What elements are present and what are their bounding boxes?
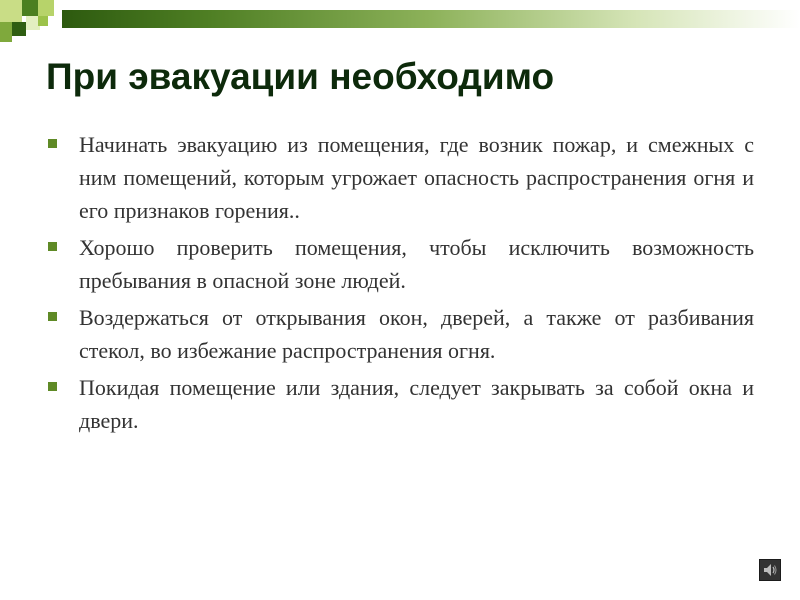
bullet-text: Начинать эвакуацию из помещения, где возник пожар, и смежных с ним помещений, которым угрожает опасность распространения огня и его признаков горения.. bbox=[79, 132, 754, 223]
bullet-item bbox=[48, 128, 754, 227]
decor-square bbox=[0, 0, 22, 22]
bullet-square-icon bbox=[48, 382, 57, 391]
bullet-item bbox=[48, 371, 754, 437]
bullet-text: Воздержаться от открывания окон, дверей, а также от разбивания стекол, во избежание распространения огня. bbox=[79, 305, 754, 363]
bullet-square-icon bbox=[48, 139, 57, 148]
decor-square bbox=[12, 22, 26, 36]
decor-square bbox=[38, 16, 48, 26]
bullet-item bbox=[48, 301, 754, 367]
bullet-list bbox=[48, 128, 754, 441]
bullet-square-icon bbox=[48, 242, 57, 251]
speaker-icon[interactable] bbox=[759, 559, 781, 581]
slide-title: При эвакуации необходимо bbox=[46, 56, 555, 97]
bullet-item bbox=[48, 231, 754, 297]
bullet-text: Покидая помещение или здания, следует закрывать за собой окна и двери. bbox=[79, 375, 754, 433]
bullet-square-icon bbox=[48, 312, 57, 321]
decor-square bbox=[38, 0, 54, 16]
header-gradient-bar bbox=[62, 10, 800, 28]
decor-square bbox=[0, 22, 12, 42]
decor-square bbox=[22, 0, 38, 16]
bullet-text: Хорошо проверить помещения, чтобы исключить возможность пребывания в опасной зоне людей. bbox=[79, 235, 754, 293]
